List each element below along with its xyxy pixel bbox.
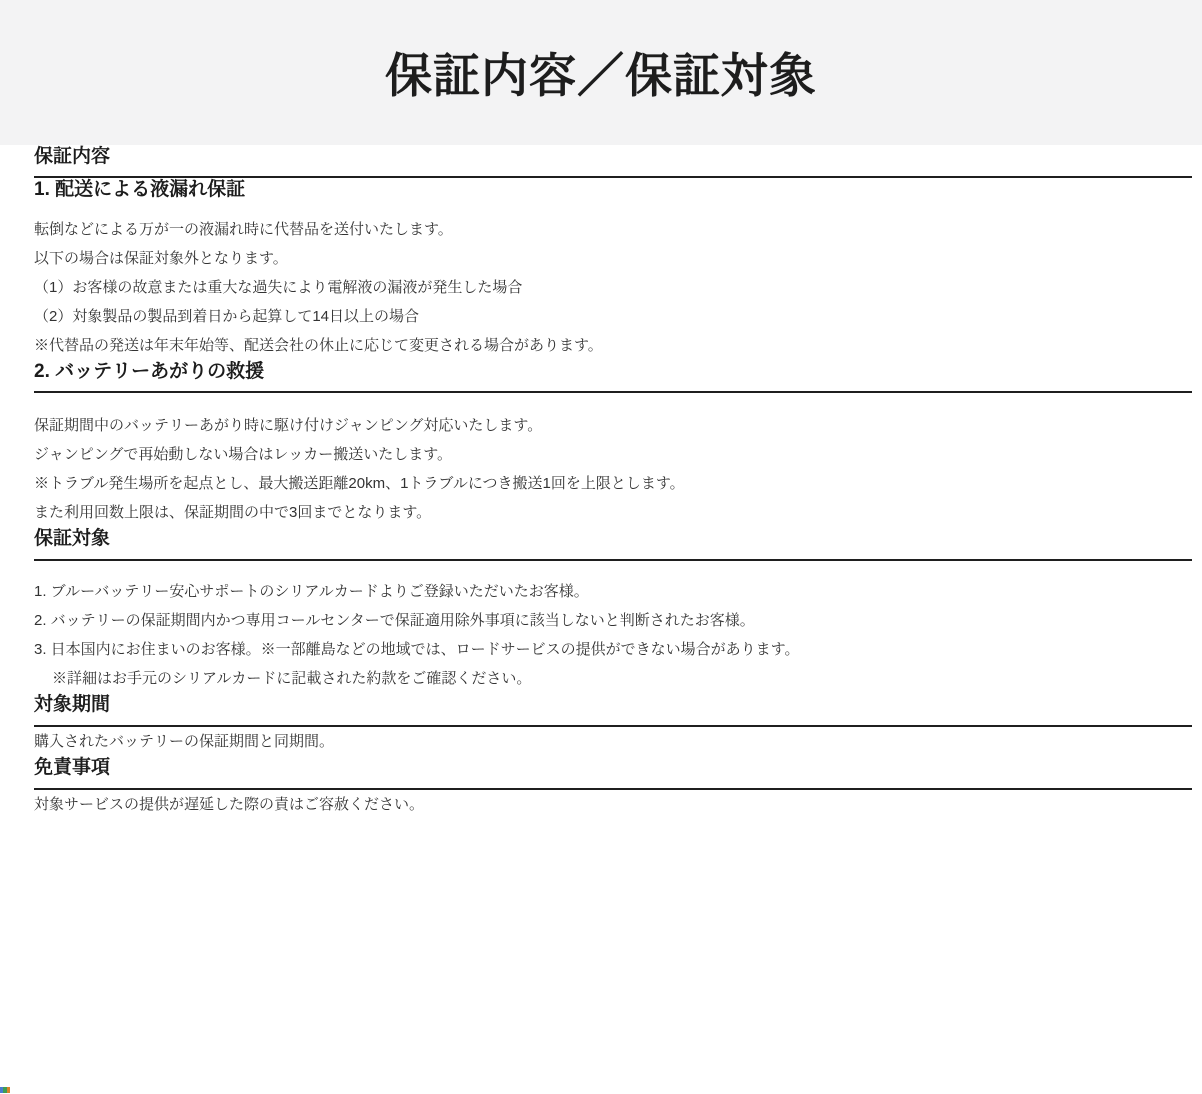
body-line: （2）対象製品の製品到着日から起算して14日以上の場合	[34, 308, 420, 325]
section-target-period	[34, 693, 1192, 756]
warranty-target-heading: 保証対象	[34, 528, 111, 549]
body-line: 以下の場合は保証対象外となります。	[34, 250, 288, 267]
jumpstart-rescue-body	[34, 411, 1192, 527]
main-content	[0, 145, 1202, 819]
leak-warranty-body	[34, 215, 1192, 360]
body-line: ※トラブル発生場所を起点とし、最大搬送距離20km、1トラブルにつき搬送1回を上限とします。	[34, 475, 685, 492]
section-warranty-target	[34, 527, 1192, 693]
fragment-orange-swatch	[7, 1087, 10, 1093]
disclaimer-heading: 免責事項	[34, 757, 111, 778]
target-period-heading: 対象期間	[34, 694, 111, 715]
body-line: （1）お客様の故意または重大な過失により電解液の漏液が発生した場合	[34, 279, 523, 296]
list-item: 3. 日本国内にお住まいのお客様。※一部離島などの地域では、ロードサービスの提供ができない場合があります。	[34, 641, 800, 658]
disclaimer-body: 対象サービスの提供が遅延した際の責はご容赦ください。	[34, 796, 425, 813]
leak-warranty-subheading: 1. 配送による液漏れ保証	[34, 179, 246, 200]
section-disclaimer	[34, 756, 1192, 819]
warranty-content-heading: 保証内容	[34, 146, 111, 167]
jumpstart-rescue-subheading: 2. バッテリーあがりの救援	[34, 361, 265, 382]
body-line: また利用回数上限は、保証期間の中で3回までとなります。	[34, 504, 432, 521]
body-line: 転倒などによる万が一の液漏れ時に代替品を送付いたします。	[34, 221, 453, 238]
target-period-body: 購入されたバッテリーの保証期間と同期間。	[34, 733, 335, 750]
list-item: 2. バッテリーの保証期間内かつ専用コールセンターで保証適用除外事項に該当しないと判断されたお客様。	[34, 612, 755, 629]
page-header	[0, 0, 1202, 145]
page-title: 保証内容／保証対象	[385, 49, 817, 102]
body-line: ジャンピングで再始動しない場合はレッカー搬送いたします。	[34, 446, 453, 463]
warranty-target-list	[34, 577, 1192, 693]
partial-logo-fragment	[0, 1087, 10, 1093]
section-warranty-content	[34, 145, 1192, 527]
list-note: ※詳細はお手元のシリアルカードに記載された約款をご確認ください。	[52, 670, 532, 687]
section-divider	[34, 391, 1192, 393]
section-divider	[34, 559, 1192, 561]
body-line: 保証期間中のバッテリーあがり時に駆け付けジャンピング対応いたします。	[34, 417, 543, 434]
body-line: ※代替品の発送は年末年始等、配送会社の休止に応じて変更される場合があります。	[34, 337, 603, 354]
list-item: 1. ブルーバッテリー安心サポートのシリアルカードよりご登録いただいたお客様。	[34, 583, 589, 600]
